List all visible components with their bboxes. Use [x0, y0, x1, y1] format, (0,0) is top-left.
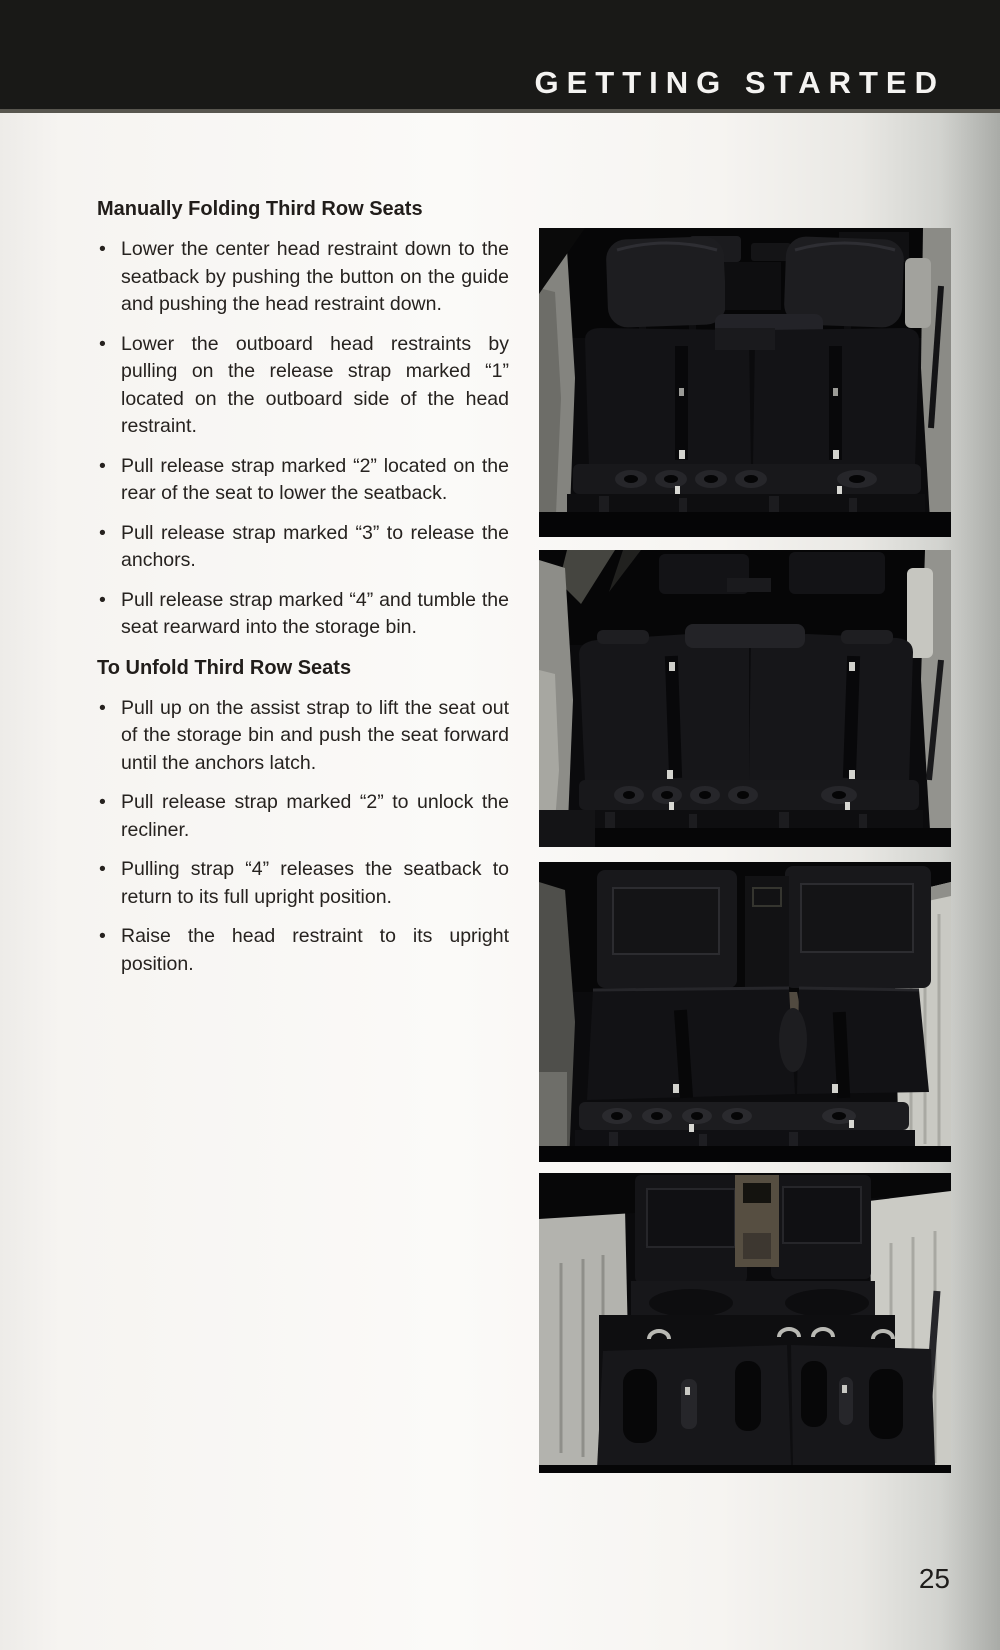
- photo-seats-folded-illustration: [539, 862, 951, 1162]
- list-item-text: Pull release strap marked “2” located on the rear of the seat to lower the seatback.: [121, 454, 509, 504]
- page-number: 25: [918, 1563, 950, 1594]
- bullet-icon: •: [99, 696, 106, 719]
- list-item: [97, 695, 509, 778]
- bullet-icon: •: [99, 238, 106, 260]
- instructions-column: [97, 198, 509, 990]
- list-item: [97, 587, 509, 642]
- photo-seats-upright-illustration: [539, 228, 951, 537]
- list-item-text: Pull release strap marked “3” to release the anchors.: [121, 521, 509, 571]
- list-item-text: Raise the head restraint to its upright position.: [121, 925, 509, 975]
- list-item-text: Pulling strap “4” releases the seatback to return to its full upright position.: [121, 858, 509, 908]
- bullet-icon: •: [99, 791, 106, 813]
- list-item-text: Pull release strap marked “4” and tumble the seat rearward into the storage bin.: [121, 588, 509, 638]
- photo-seats-folded: [539, 862, 951, 1162]
- section-heading-unfolding: To Unfold Third Row Seats: [97, 656, 352, 679]
- list-item-text: Lower the center head restraint down to the seatback by pushing the button on the guide and pushing the head restraint down.: [121, 238, 509, 315]
- list-item: [97, 923, 509, 978]
- page-title: GETTING STARTED: [534, 65, 945, 100]
- bullet-icon: •: [99, 858, 106, 880]
- bullet-icon: •: [99, 588, 106, 611]
- bullet-icon: •: [99, 332, 106, 355]
- photo-seats-upright: [539, 228, 951, 537]
- list-item: [97, 856, 509, 911]
- list-item: [97, 520, 509, 575]
- list-item-text: Pull up on the assist strap to lift the seat out of the storage bin and push the seat forward until the anchors latch.: [121, 696, 509, 774]
- header-band: [0, 0, 1000, 113]
- photo-headrests-lowered: [539, 550, 951, 847]
- section-heading-folding: Manually Folding Third Row Seats: [97, 198, 423, 220]
- list-item: [97, 453, 509, 508]
- photo-seats-stowed-illustration: [539, 1173, 951, 1473]
- bullet-icon: •: [99, 454, 106, 477]
- photo-seats-stowed: [539, 1173, 951, 1473]
- bullet-icon: •: [99, 925, 106, 947]
- list-item: [97, 331, 509, 441]
- list-item-text: Lower the outboard head restraints by pulling on the release strap marked “1” located on the outboard side of the head restraint.: [121, 332, 509, 437]
- list-item-text: Pull release strap marked “2” to unlock the recliner.: [121, 791, 509, 841]
- photo-headrests-lowered-illustration: [539, 550, 951, 847]
- bullet-icon: •: [99, 521, 106, 544]
- list-item: [97, 789, 509, 844]
- list-item: [97, 236, 509, 319]
